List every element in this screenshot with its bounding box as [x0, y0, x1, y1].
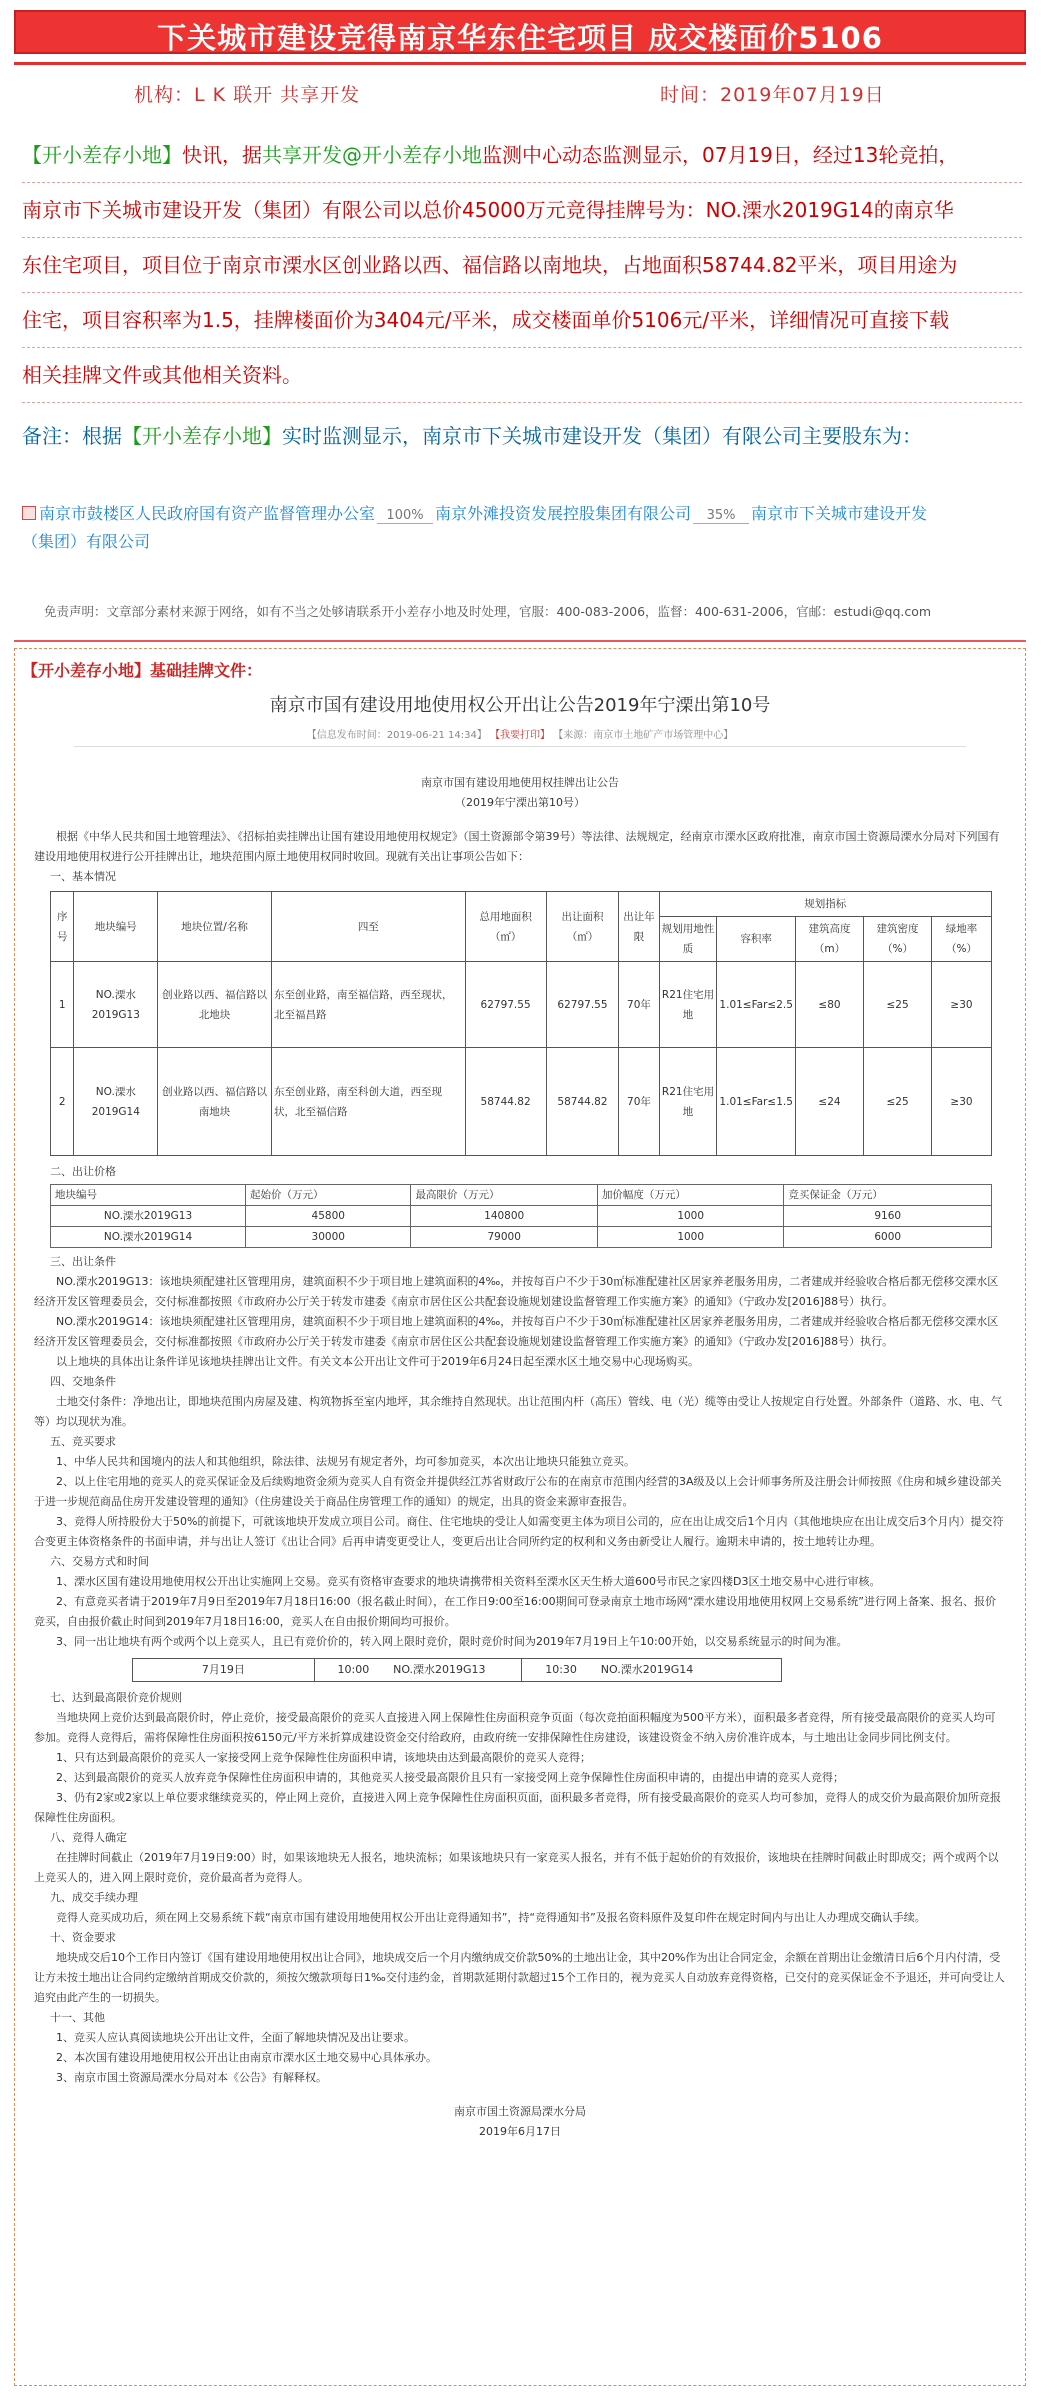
headline-banner: [14, 10, 1026, 54]
table-row: 1 NO.溧水2019G13 创业路以西、福信路以北地块 东至创业路，南至福信路，西至现状，北至福昌路 62797.55 62797.55 70年 R21住宅用地 1.01≤Far≤2.5 ≤80 ≤25 ≥30: [51, 962, 992, 1048]
price-table: 地块编号 起始价（万元） 最高限价（万元） 加价幅度（万元） 竞买保证金（万元） NO.溧水2019G13 45800 140800 1000 9160 NO.溧水2019G14 30000 79000 1000 6000: [50, 1184, 992, 1248]
lead-line-5: 相关挂牌文件或其他相关资料。: [22, 348, 1022, 403]
signature-org: 南京市国土资源局溧水分局: [454, 2105, 586, 2118]
print-link[interactable]: 【我要打印】: [490, 730, 551, 741]
share-arrow-1: 100%: [375, 502, 435, 530]
announcement-document: 南京市国有建设用地使用权公开出让公告2019年宁溧出第10号 【信息发布时间：2019-06-21 14:34】 【我要打印】 【来源：南京市土地矿产市场管理中心】 南京市国有建设用地使用权挂牌出让公告 （2019年宁溧出第10号） 根据《中华人民共和国土地管理法》、《招标拍卖挂牌出让国有建设用地使用权规定》（国土资源部令第39号）等法律、法规规定，经南京市溧水区政府批准，南京市国土资源局溧水分局对下列国有建设用地使用权进行公开挂牌出让，地块范围内原土地使用权同时收回。现就有关出让事项公告如下： 一、基本情况 序号 地块编号 地块位置/名称 四至 总用地面积（㎡） 出让面积（㎡） 出让年限 规划指标 规划用地性质 容积率 建筑高度（m） 建筑密度（%） 绿地率（%） 1 NO.溧水2019G13 创业路以西、福信路以北地块 东至创业路，南至福信路，西至现状，北至福昌路 62797.55 62797.55 70年 R21住宅用地 1.01≤Far≤2.5 ≤80 ≤25 ≥30 2 NO.溧水2019G14 创业路以西、福信路以南地块 东至创业路，南至科创大道，西至现状，北至福信路 58744.82 58744.82 70年 R21住宅用地 1.01≤Far≤1.5 ≤24 ≤25 ≥30 二、出让价格 地块编号 起始价（万元） 最高限价（万元） 加价幅度（万元） 竞买保证金（万元） NO.溧水2019G13 45800 140800 1000 9160 NO.溧水2019G14 30000 79000 1000 6000 三、出让条件 NO.溧水2019G13：该地块须配建社区管理用房，建筑面积不少于项目地上建筑面积的4‰，并按每百户不少于30㎡标准配建社区居家养老服务用房，二者建成并经验收合格后都无偿移交溧水区经济开发区管理委员会，交付标准都按照《市政府办公厅关于转发市建委《南京市居住区公共配套设施规划建设监督管理工作实施方案》的通知》（宁政办发[2016]88号）执行。 NO.溧水2019G14：该地块须配建社区管理用房，建筑面积不少于项目地上建筑面积的4‰，并按每百户不少于30㎡标准配建社区居家养老服务用房，二者建成并经验收合格后都无偿移交溧水区经济开发区管理委员会，交付标准都按照《市政府办公厅关于转发市建委《南京市居住区公共配套设施规划建设监督管理工作实施方案》的通知》（宁政办发[2016]88号）执行。 以上地块的具体出让条件详见该地块挂牌出让文件。有关文本公开出让文件可于2019年6月24日起至溧水区土地交易中心现场购买。 四、交地条件 土地交付条件：净地出让，即地块范围内房屋及建、构筑物拆至室内地坪，其余维持自然现状。出让范围内杆（高压）管线、电（光）缆等由受让人按规定自行处置。外部条件（道路、水、电、气等）均以现状为准。 五、竞买要求 1、中华人民共和国境内的法人和其他组织，除法律、法规另有规定者外，均可参加竞买，本次出让地块只能独立竞买。 2、以上住宅用地的竞买人的竞买保证金及后续购地资金须为竞买人自有资金并提供经江苏省财政厅公布的在南京市范围内经营的3A级及以上会计师事务所及注册会计师按照《住房和城乡建设部关于进一步规范商品住房开发建设管理的通知》（住房建设关于商品住房管理工作的通知）的规定，出具的资金来源审查报告。 3、竞得人所持股份大于50%的前提下，可就该地块开发成立项目公司。商住、住宅地块的受让人如需变更主体为项目公司的，应在出让成交后1个月内（其他地块应在出让成交后3个月内）提交符合变更主体资格条件的书面申请，并与出让人签订《出让合同》后再申请变更受让人，变更后出让合同所约定的权利和义务由新受让人履行。逾期未申请的，按土地转让办理。 六、交易方式和时间 1、溧水区国有建设用地使用权公开出让实施网上交易。竞买有资格审查要求的地块请携带相关资料至溧水区天生桥大道600号市民之家四楼D3区土地交易中心进行审核。 2、有意竞买者请于2019年7月9日至2019年7月18日16:00（报名截止时间），在工作日9:00至16:00期间可登录南京土地市场网“溧水建设用地使用权网上交易系统”进行网上备案、报名、报价竞买，自由报价截止时间到2019年7月18日16:00，竞买人在自由报价期间均可报价。 3、同一出让地块有两个或两个以上竞买人，且已有竞价价的，转入网上限时竞价，限时竞价时间为2019年7月19日上午10:00开始，以交易系统显示的时间为准。 7月19日 10:00 NO.溧水2019G13 10:30 NO.溧水2019G14 七、达到最高限价竞价规则 当地块网上竞价达到最高限价时，停止竞价，接受最高限价的竞买人直接进入网上保障性住房面积竞争页面（每次竞拍面积幅度为500平方米），面积最多者竞得，所有接受最高限价的竞买人均可参加。竞得人竞得后，需将保障性住房面积按6150元/平方米折算成建设资金交付给政府，由政府统一安排保障性住房建设，该建设资金不纳入房价准许成本，与土地出让金同步同比例支付。 1、只有达到最高限价的竞买人一家接受网上竞争保障性住房面积申请，该地块由达到最高限价的竞买人竞得； 2、达到最高限价的竞买人放弃竞争保障性住房面积申请的，其他竞买人接受最高限价且只有一家接受网上竞争保障性住房面积申请的，由提出申请的竞买人竞得； 3、仍有2家或2家以上单位要求继续竞买的，停止网上竞价，直接进入网上竞争保障性住房面积页面，面积最多者竞得，所有接受最高限价的竞买人均可参加，竞得人的成交价为最高限价加所竞报保障性住房面积。 八、竞得人确定 在挂牌时间截止（2019年7月19日9:00）时，如果该地块无人报名，地块流标；如果该地块只有一家竞买人报名，并有不低于起始价的有效报价，该地块在挂牌时间截止时即成交；两个或两个以上竞买人的，进入网上限时竞价，竞价最高者为竞得人。 九、成交手续办理 竞得人竞买成功后，须在网上交易系统下载“南京市国有建设用地使用权公开出让竞得通知书”，持“竞得通知书”及报名资料原件及复印件在规定时间内与出让人办理成交确认手续。 十、资金要求 地块成交后10个工作日内签订《国有建设用地使用权出让合同》，地块成交后一个月内缴纳成交价款50%的土地出让金，其中20%作为出让合同定金，余额在首期出让金缴清日后6个月内付清，受让方未按土地出让合同约定缴纳首期成交价款的，须按欠缴款项每日1‰交付违约金，首期款延期付款超过15个工作日的，视为竞买人自动放弃竞得资格，已交付的竞买保证金不予退还，并可向受让人追究由此产生的一切损失。 十一、其他 1、竞买人应认真阅读地块公开出让文件，全面了解地块情况及出让要求。 2、本次国有建设用地使用权公开出让由南京市溧水区土地交易中心具体承办。 3、南京市国土资源局溧水分局对本《公告》有解释权。 南京市国土资源局溧水分局 2019年6月17日: [34, 690, 1006, 2142]
lead-line-3: 东住宅项目，项目位于南京市溧水区创业路以西、福信路以南地块，占地面积58744.82平米，项目用途为: [22, 238, 1022, 293]
announcement-meta: 【信息发布时间：2019-06-21 14:34】 【我要打印】 【来源：南京市土地矿产市场管理中心】: [306, 730, 734, 741]
lead-paragraph: [22, 128, 1022, 403]
section-heading: 八、竞得人确定: [50, 1831, 127, 1844]
basic-info-table: 序号 地块编号 地块位置/名称 四至 总用地面积（㎡） 出让面积（㎡） 出让年限 规划指标 规划用地性质 容积率 建筑高度（m） 建筑密度（%） 绿地率（%） 1 NO.溧水2019G13 创业路以西、福信路以北地块 东至创业路，南至福信路，西至现状，北至福昌路 62797.55 62797.55 70年 R21住宅用地 1.01≤Far≤2.5 ≤80 ≤25 ≥30 2 NO.溧水2019G14 创业路以西、福信路以南地块 东至创业路，南至科创大道，西至现状，北至福信路 58744.82 58744.82 70年 R21住宅用地 1.01≤Far≤1.5 ≤24 ≤25 ≥30: [50, 891, 992, 1156]
table-row: 2 NO.溧水2019G14 创业路以西、福信路以南地块 东至创业路，南至科创大道，西至现状，北至福信路 58744.82 58744.82 70年 R21住宅用地 1.01≤Far≤1.5 ≤24 ≤25 ≥30: [51, 1048, 992, 1156]
shareholder-note: 备注：根据【开小差存小地】实时监测显示，南京市下关城市建设开发（集团）有限公司主要股东为：: [22, 424, 922, 448]
disclaimer: 免责声明：文章部分素材来源于网络，如有不当之处够请联系开小差存小地及时处理，官服：400-083-2006，监督：400-631-2006，官邮：estudi@qq.com: [44, 604, 932, 619]
shareholder-link-3-cont[interactable]: （集团）有限公司: [22, 532, 151, 551]
shareholder-link-2[interactable]: 南京外滩投资发展控股集团有限公司: [435, 504, 692, 523]
brand-link[interactable]: 共享开发@开小差存小地: [262, 143, 482, 167]
ownership-chain: [22, 500, 1022, 556]
section-heading: 六、交易方式和时间: [50, 1555, 149, 1568]
lead-line-4: 住宅，项目容积率为1.5，挂牌楼面价为3404元/平米，成交楼面单价5106元/平米，详细情况可直接下载: [22, 293, 1022, 348]
table-row: NO.溧水2019G14 30000 79000 1000 6000: [51, 1227, 992, 1248]
section-heading: 九、成交手续办理: [50, 1891, 138, 1904]
headline-title: 下关城市建设竞得南京华东住宅项目 成交楼面价5106: [157, 21, 883, 55]
section-heading: 十、资金要求: [50, 1931, 116, 1944]
divider: [14, 640, 1026, 642]
section-heading: 三、出让条件: [50, 1255, 116, 1268]
brand-tag: 【开小差存小地】: [22, 143, 182, 167]
share-arrow-2: 35%: [691, 502, 751, 530]
shareholder-link-3[interactable]: 南京市下关城市建设开发: [751, 504, 928, 523]
org-label: 机构：L K 联开 共享开发: [134, 84, 361, 106]
signature-date: 2019年6月17日: [479, 2125, 561, 2138]
company-icon: [22, 506, 36, 520]
brand-tag: 【开小差存小地】: [122, 424, 282, 448]
lead-line-2: 南京市下关城市建设开发（集团）有限公司以总价45000万元竞得挂牌号为：NO.溧水2019G14的南京华: [22, 183, 1022, 238]
table-row: NO.溧水2019G13 45800 140800 1000 9160: [51, 1206, 992, 1227]
section-heading: 七、达到最高限价竞价规则: [50, 1691, 182, 1704]
table-row: 7月19日 10:00 NO.溧水2019G13 10:30 NO.溧水2019G14: [133, 1659, 782, 1682]
section-heading: 二、出让价格: [50, 1165, 116, 1178]
section-heading: 四、交地条件: [50, 1375, 116, 1388]
shareholder-link-1[interactable]: 南京市鼓楼区人民政府国有资产监督管理办公室: [39, 504, 376, 523]
section-heading: 五、竞买要求: [50, 1435, 116, 1448]
announcement-subtitle: 南京市国有建设用地使用权挂牌出让公告: [421, 776, 619, 789]
section-heading: 一、基本情况: [50, 870, 116, 883]
intro-paragraph: 根据《中华人民共和国土地管理法》、《招标拍卖挂牌出让国有建设用地使用权规定》（国土资源部令第39号）等法律、法规规定，经南京市溧水区政府批准，南京市国土资源局溧水分局对下列国有建设用地使用权进行公开挂牌出让，地块范围内原土地使用权同时收回。现就有关出让事项公告如下：: [34, 830, 1000, 863]
divider: [14, 62, 1026, 65]
auction-schedule-table: [132, 1658, 782, 1682]
announcement-number: （2019年宁溧出第10号）: [455, 796, 585, 809]
section-heading: 十一、其他: [50, 2011, 105, 2024]
document-section-title: 【开小差存小地】基础挂牌文件：: [22, 661, 263, 680]
lead-line-1: 【开小差存小地】快讯，据共享开发@开小差存小地监测中心动态监测显示，07月19日，经过13轮竞拍，: [22, 128, 1022, 183]
date-label: 时间：2019年07月19日: [660, 84, 885, 106]
announcement-title: 南京市国有建设用地使用权公开出让公告2019年宁溧出第10号: [269, 695, 771, 716]
